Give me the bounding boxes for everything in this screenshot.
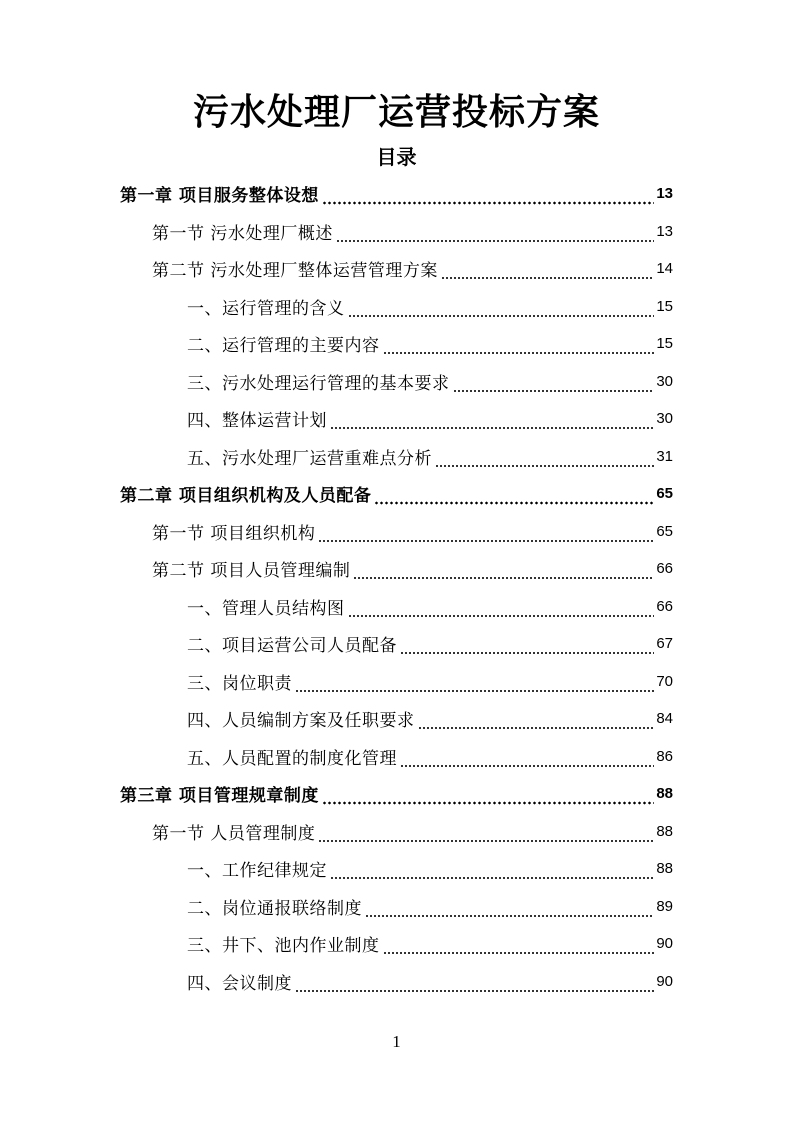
toc-entry-page: 90 [656,935,673,953]
toc-dot-leader [336,226,654,243]
toc-entry-title: 二、运行管理的主要内容 [187,336,380,357]
toc-dot-leader [374,488,654,505]
toc-entry-page: 90 [656,972,673,990]
toc-dot-leader [348,601,655,618]
toc-entry-page: 30 [656,410,673,428]
toc-dot-leader [295,976,654,993]
toc-entry-title: 第二章 项目组织机构及人员配备 [120,486,372,507]
toc-entry-page: 65 [656,485,673,503]
toc-entry-page: 89 [656,897,673,915]
table-of-contents [0,175,793,1000]
toc-entry-page: 15 [656,297,673,315]
toc-entry-title: 二、岗位通报联络制度 [187,898,362,919]
toc-entry-page: 86 [656,747,673,765]
toc-subsection-entry[interactable] [0,625,793,663]
toc-subsection-entry[interactable] [0,438,793,476]
toc-entry-page: 66 [656,597,673,615]
toc-entry-title: 一、工作纪律规定 [187,861,327,882]
toc-entry-title: 第三章 项目管理规章制度 [120,786,319,807]
toc-subsection-entry[interactable] [0,963,793,1001]
toc-entry-title: 第一节 人员管理制度 [152,823,316,844]
toc-section-entry[interactable] [0,813,793,851]
toc-entry-title: 三、岗位职责 [187,673,292,694]
toc-entry-title: 一、管理人员结构图 [187,598,345,619]
toc-entry-page: 67 [656,635,673,653]
toc-subsection-entry[interactable] [0,738,793,776]
document-title: 污水处理厂运营投标方案 [192,91,600,133]
toc-subsection-entry[interactable] [0,325,793,363]
toc-heading: 目录 [376,145,417,169]
toc-entry-page: 31 [656,447,673,465]
toc-dot-leader [322,788,654,805]
toc-entry-title: 四、整体运营计划 [187,411,327,432]
toc-subsection-entry[interactable] [0,288,793,326]
toc-chapter-entry[interactable] [0,775,793,813]
page-number: 1 [392,1032,401,1051]
toc-subsection-entry[interactable] [0,888,793,926]
toc-entry-page: 14 [656,260,673,278]
toc-subsection-entry[interactable] [0,400,793,438]
toc-dot-leader [330,413,654,430]
toc-entry-title: 第一节 污水处理厂概述 [152,223,333,244]
toc-subsection-entry[interactable] [0,850,793,888]
toc-entry-page: 88 [656,785,673,803]
toc-dot-leader [365,901,654,918]
toc-entry-title: 四、会议制度 [187,973,292,994]
toc-entry-page: 13 [656,185,673,203]
toc-entry-title: 四、人员编制方案及任职要求 [187,711,415,732]
toc-section-entry[interactable] [0,550,793,588]
toc-entry-title: 二、项目运营公司人员配备 [187,636,397,657]
toc-entry-page: 88 [656,860,673,878]
toc-chapter-entry[interactable] [0,175,793,213]
toc-dot-leader [435,451,654,468]
toc-entry-title: 五、人员配置的制度化管理 [187,748,397,769]
toc-entry-title: 三、污水处理运行管理的基本要求 [187,373,450,394]
toc-entry-page: 13 [656,222,673,240]
toc-dot-leader [322,188,654,205]
toc-section-entry[interactable] [0,250,793,288]
toc-dot-leader [383,938,655,955]
toc-dot-leader [318,826,654,843]
toc-dot-leader [453,376,655,393]
toc-chapter-entry[interactable] [0,475,793,513]
toc-dot-leader [353,563,654,580]
toc-dot-leader [400,638,654,655]
toc-subsection-entry[interactable] [0,925,793,963]
toc-entry-page: 65 [656,522,673,540]
toc-subsection-entry[interactable] [0,588,793,626]
toc-dot-leader [383,338,655,355]
toc-subsection-entry[interactable] [0,363,793,401]
toc-entry-title: 三、井下、池内作业制度 [187,936,380,957]
toc-entry-title: 第一章 项目服务整体设想 [120,186,319,207]
toc-dot-leader [400,751,654,768]
toc-section-entry[interactable] [0,213,793,251]
toc-dot-leader [295,676,654,693]
toc-entry-page: 70 [656,672,673,690]
toc-entry-page: 30 [656,372,673,390]
toc-entry-title: 第一节 项目组织机构 [152,523,316,544]
toc-entry-page: 84 [656,710,673,728]
toc-subsection-entry[interactable] [0,700,793,738]
toc-subsection-entry[interactable] [0,663,793,701]
toc-section-entry[interactable] [0,513,793,551]
toc-entry-title: 一、运行管理的含义 [187,298,345,319]
toc-dot-leader [418,713,655,730]
toc-dot-leader [318,526,654,543]
toc-dot-leader [441,263,654,280]
toc-entry-page: 88 [656,822,673,840]
toc-entry-title: 五、污水处理厂运营重难点分析 [187,448,432,469]
toc-entry-page: 15 [656,335,673,353]
toc-entry-title: 第二节 项目人员管理编制 [152,561,351,582]
toc-dot-leader [348,301,655,318]
toc-entry-title: 第二节 污水处理厂整体运营管理方案 [152,261,438,282]
toc-dot-leader [330,863,654,880]
toc-entry-page: 66 [656,560,673,578]
